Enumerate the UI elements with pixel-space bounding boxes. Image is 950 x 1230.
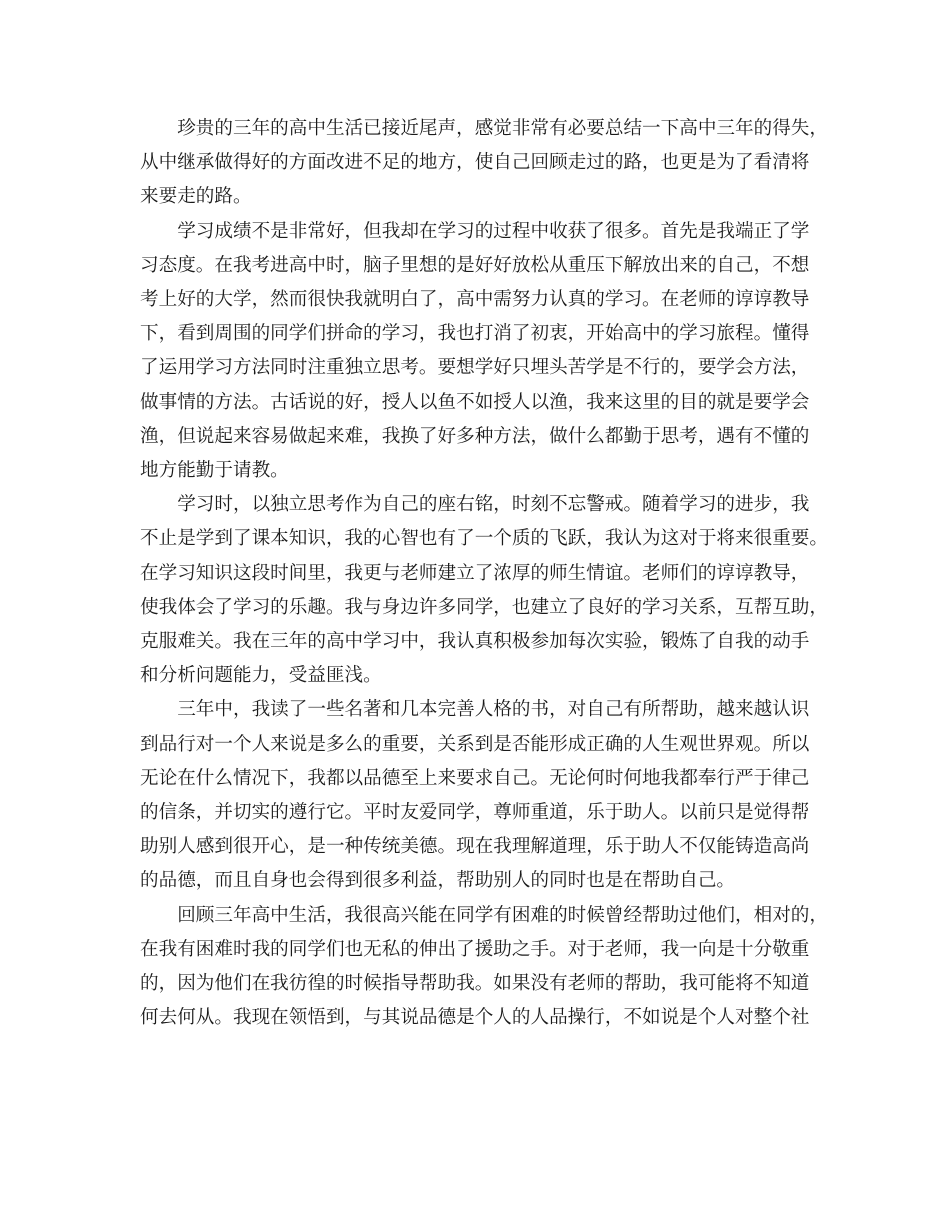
text-line: 的，因为他们在我彷徨的时候指导帮助我。如果没有老师的帮助，我可能将不知道	[140, 973, 810, 995]
paragraph-4	[140, 693, 830, 898]
text-line: 不止是学到了课本知识，我的心智也有了一个质的飞跃，我认为这对于将来很重要。	[140, 528, 828, 550]
paragraph-3	[140, 488, 830, 693]
text-line: 了运用学习方法同时注重独立思考。要想学好只埋头苦学是不行的，要学会方法，	[140, 357, 810, 379]
document-body	[140, 112, 830, 1035]
text-line: 地方能勤于请教。	[140, 460, 289, 482]
text-line: 学习时，以独立思考作为自己的座右铭，时刻不忘警戒。随着学习的进步，我	[177, 494, 810, 516]
text-line: 助别人感到很开心，是一种传统美德。现在我理解道理，乐于助人不仅能铸造高尚	[140, 836, 810, 858]
text-line: 做事情的方法。古话说的好，授人以鱼不如授人以渔，我来这里的目的就是要学会	[140, 391, 810, 413]
text-line: 回顾三年高中生活，我很高兴能在同学有困难的时候曾经帮助过他们，相对的，	[177, 904, 828, 926]
text-line: 习态度。在我考进高中时，脑子里想的是好好放松从重压下解放出来的自己，不想	[140, 254, 810, 276]
paragraph-5	[140, 899, 830, 1036]
text-line: 到品行对一个人来说是多么的重要，关系到是否能形成正确的人生观世界观。所以	[140, 733, 810, 755]
text-line: 下，看到周围的同学们拼命的学习，我也打消了初衷，开始高中的学习旅程。懂得	[140, 323, 810, 345]
paragraph-2	[140, 215, 830, 489]
text-line: 和分析问题能力，受益匪浅。	[140, 665, 382, 687]
text-line: 的信条，并切实的遵行它。平时友爱同学，尊师重道，乐于助人。以前只是觉得帮	[140, 802, 810, 824]
text-line: 学习成绩不是非常好，但我却在学习的过程中收获了很多。首先是我端正了学	[177, 220, 810, 242]
paragraph-1	[140, 112, 830, 215]
text-line: 克服难关。我在三年的高中学习中，我认真积极参加每次实验，锻炼了自我的动手	[140, 631, 810, 653]
text-line: 珍贵的三年的高中生活已接近尾声，感觉非常有必要总结一下高中三年的得失，	[177, 118, 828, 139]
text-line: 考上好的大学，然而很快我就明白了，高中需努力认真的学习。在老师的谆谆教导	[140, 289, 810, 311]
text-line: 渔，但说起来容易做起来难，我换了好多种方法，做什么都勤于思考，遇有不懂的	[140, 425, 810, 447]
text-line: 在学习知识这段时间里，我更与老师建立了浓厚的师生情谊。老师们的谆谆教导，	[140, 562, 810, 584]
text-line: 使我体会了学习的乐趣。我与身边许多同学，也建立了良好的学习关系，互帮互助，	[140, 596, 828, 618]
text-line: 来要走的路。	[140, 186, 252, 208]
text-line: 在我有困难时我的同学们也无私的伸出了援助之手。对于老师，我一向是十分敬重	[140, 938, 810, 960]
text-line: 从中继承做得好的方面改进不足的地方，使自己回顾走过的路，也更是为了看清将	[140, 152, 810, 174]
text-line: 三年中，我读了一些名著和几本完善人格的书，对自己有所帮助，越来越认识	[177, 699, 810, 721]
text-line: 的品德，而且自身也会得到很多利益，帮助别人的同时也是在帮助自己。	[140, 870, 736, 892]
text-line: 何去何从。我现在领悟到，与其说品德是个人的人品操行，不如说是个人对整个社	[140, 1007, 810, 1029]
text-line: 无论在什么情况下，我都以品德至上来要求自己。无论何时何地我都奉行严于律己	[140, 767, 810, 789]
